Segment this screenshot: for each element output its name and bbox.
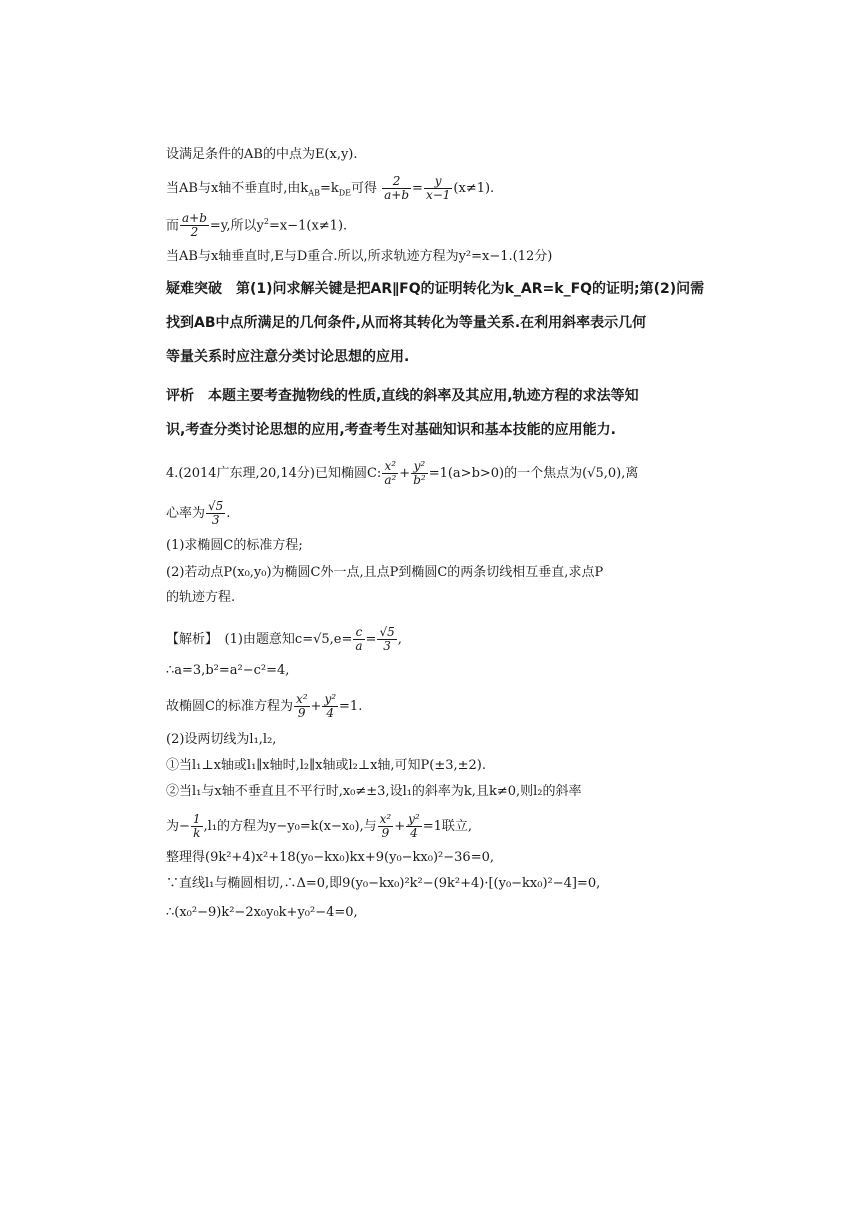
text: 疑难突破 第(1)问求解关键是把AR∥FQ的证明转化为k_AR=k_FQ的证明;第(2)问需 — [166, 281, 705, 297]
text: =1联立, — [422, 819, 473, 834]
denominator: 4 — [410, 826, 418, 840]
problem-4-part-2 — [166, 563, 603, 583]
text: 故椭圆C的标准方程为 — [166, 699, 293, 714]
text: = — [412, 181, 423, 196]
text: ②当l₁与x轴不垂直且不平行时,x₀≠±3,设l₁的斜率为k,且k≠0,则l₂的斜率 — [166, 784, 582, 799]
denominator: 9 — [297, 706, 306, 720]
fraction — [322, 693, 338, 720]
text: ∴a=3,b²=a²−c²=4, — [166, 663, 290, 678]
subscript: AB — [308, 188, 320, 198]
problem-4-eccentricity — [166, 500, 230, 527]
fraction — [406, 813, 422, 840]
text: 为− — [166, 819, 190, 834]
numerator: y — [424, 175, 452, 189]
denominator: 3 — [211, 513, 220, 527]
difficulty-breakthrough-3 — [166, 347, 409, 367]
fraction — [294, 693, 310, 720]
text: + — [310, 699, 322, 714]
numerator: x² — [295, 692, 308, 706]
text-line-slope-condition — [166, 175, 494, 204]
text: (1)求椭圆C的标准方程; — [166, 538, 303, 553]
denominator: a² — [384, 473, 397, 487]
text: 等量关系时应注意分类讨论思想的应用. — [166, 349, 410, 365]
denominator: 2 — [190, 225, 199, 240]
text: =1(a>b>0)的一个焦点为(√5,0),离 — [428, 466, 639, 481]
text-line-vertical-case — [166, 247, 552, 267]
denominator: a — [355, 639, 363, 653]
text: 找到AB中点所满足的几何条件,从而将其转化为等量关系.在利用斜率表示几何 — [166, 315, 647, 331]
numerator: y² — [324, 692, 337, 706]
denominator: a+b — [384, 188, 410, 202]
solution-line-8 — [166, 848, 494, 868]
numerator: x² — [382, 460, 398, 474]
problem-4-part-2-cont — [166, 588, 235, 608]
numerator: y² — [408, 812, 420, 826]
problem-4-statement — [166, 460, 638, 487]
text: ∵直线l₁与椭圆相切,∴Δ=0,即9(y₀−kx₀)²k²−(9k²+4)·[(y₀−kx₀)²−4]=0, — [166, 876, 601, 891]
text: 4.(2014广东理,20,14分)已知椭圆C: — [166, 466, 382, 481]
solution-line-10 — [166, 903, 358, 923]
text: 的轨迹方程. — [166, 590, 236, 605]
text: (2)设两切线为l₁,l₂, — [166, 732, 277, 747]
denominator: x−1 — [425, 188, 451, 202]
numerator: x² — [379, 812, 392, 826]
text: 可得 — [351, 181, 378, 196]
superscript: 2 — [263, 217, 269, 226]
text: 心率为 — [166, 506, 206, 521]
text: =k — [319, 181, 339, 196]
text: ∴(x₀²−9)k²−2x₀y₀k+y₀²−4=0, — [166, 905, 358, 920]
text: + — [394, 819, 406, 834]
text: ①当l₁⊥x轴或l₁∥x轴时,l₂∥x轴或l₂⊥x轴,可知P(±3,±2). — [166, 758, 487, 773]
fraction — [206, 500, 225, 527]
text: 当AB与x轴不垂直时,由k — [166, 181, 309, 196]
text: (2)若动点P(x₀,y₀)为椭圆C外一点,且点P到椭圆C的两条切线相互垂直,求点P — [166, 565, 604, 580]
numerator: 1 — [192, 812, 201, 826]
text-line-midpoint — [166, 145, 358, 165]
solution-line-3 — [166, 693, 362, 720]
solution-line-6 — [166, 782, 582, 802]
numerator: a+b — [182, 211, 207, 226]
text: , — [397, 632, 402, 647]
difficulty-breakthrough-2 — [166, 313, 646, 333]
numerator: 2 — [382, 175, 411, 189]
text-line-and — [166, 212, 347, 239]
fraction — [180, 212, 209, 239]
text: + — [399, 466, 411, 481]
numerator: y² — [411, 460, 428, 474]
fraction — [411, 460, 428, 487]
text: ,l₁的方程为y−y₀=k(x−x₀),与 — [203, 819, 377, 834]
solution-line-4 — [166, 730, 276, 750]
fraction — [353, 626, 364, 653]
fraction — [377, 626, 396, 653]
numerator: c — [353, 626, 364, 640]
denominator: 9 — [381, 826, 390, 840]
subscript: DE — [338, 188, 351, 198]
text: =x−1(x≠1). — [269, 218, 348, 234]
text: = — [365, 632, 377, 647]
text: 评析 本题主要考查抛物线的性质,直线的斜率及其应用,轨迹方程的求法等知 — [166, 388, 639, 404]
denominator: 3 — [383, 639, 391, 653]
difficulty-breakthrough — [166, 279, 704, 299]
text: 【解析】 (1)由题意知c=√5,e= — [166, 632, 353, 647]
text: 识,考查分类讨论思想的应用,考查考生对基础知识和基本技能的应用能力. — [166, 422, 616, 438]
denominator: 4 — [326, 706, 335, 720]
text: 而 — [166, 218, 180, 234]
text: =y,所以y — [209, 218, 264, 234]
fraction — [382, 175, 411, 202]
numerator: √5 — [379, 625, 395, 639]
text: =1. — [339, 699, 363, 714]
denominator: b² — [413, 473, 426, 487]
text: 整理得(9k²+4)x²+18(y₀−kx₀)kx+9(y₀−kx₀)²−36=0, — [166, 850, 494, 865]
denominator: k — [193, 826, 201, 840]
comment-line-1 — [166, 386, 639, 406]
fraction — [382, 460, 398, 487]
text: 当AB与x轴垂直时,E与D重合.所以,所求轨迹方程为y²=x−1.(12分) — [166, 249, 553, 264]
solution-line-9 — [166, 874, 600, 894]
text: (x≠1). — [453, 181, 495, 196]
problem-4-part-1 — [166, 536, 303, 556]
comment-line-2 — [166, 420, 616, 440]
solution-line-1 — [166, 626, 402, 653]
fraction — [378, 813, 394, 840]
text: 设满足条件的AB的中点为E(x,y). — [166, 147, 358, 162]
numerator: √5 — [208, 499, 224, 513]
fraction — [424, 175, 452, 202]
solution-line-2 — [166, 661, 289, 681]
solution-line-5 — [166, 756, 486, 776]
text: . — [226, 506, 231, 521]
fraction — [191, 813, 203, 840]
solution-line-7 — [166, 813, 472, 840]
